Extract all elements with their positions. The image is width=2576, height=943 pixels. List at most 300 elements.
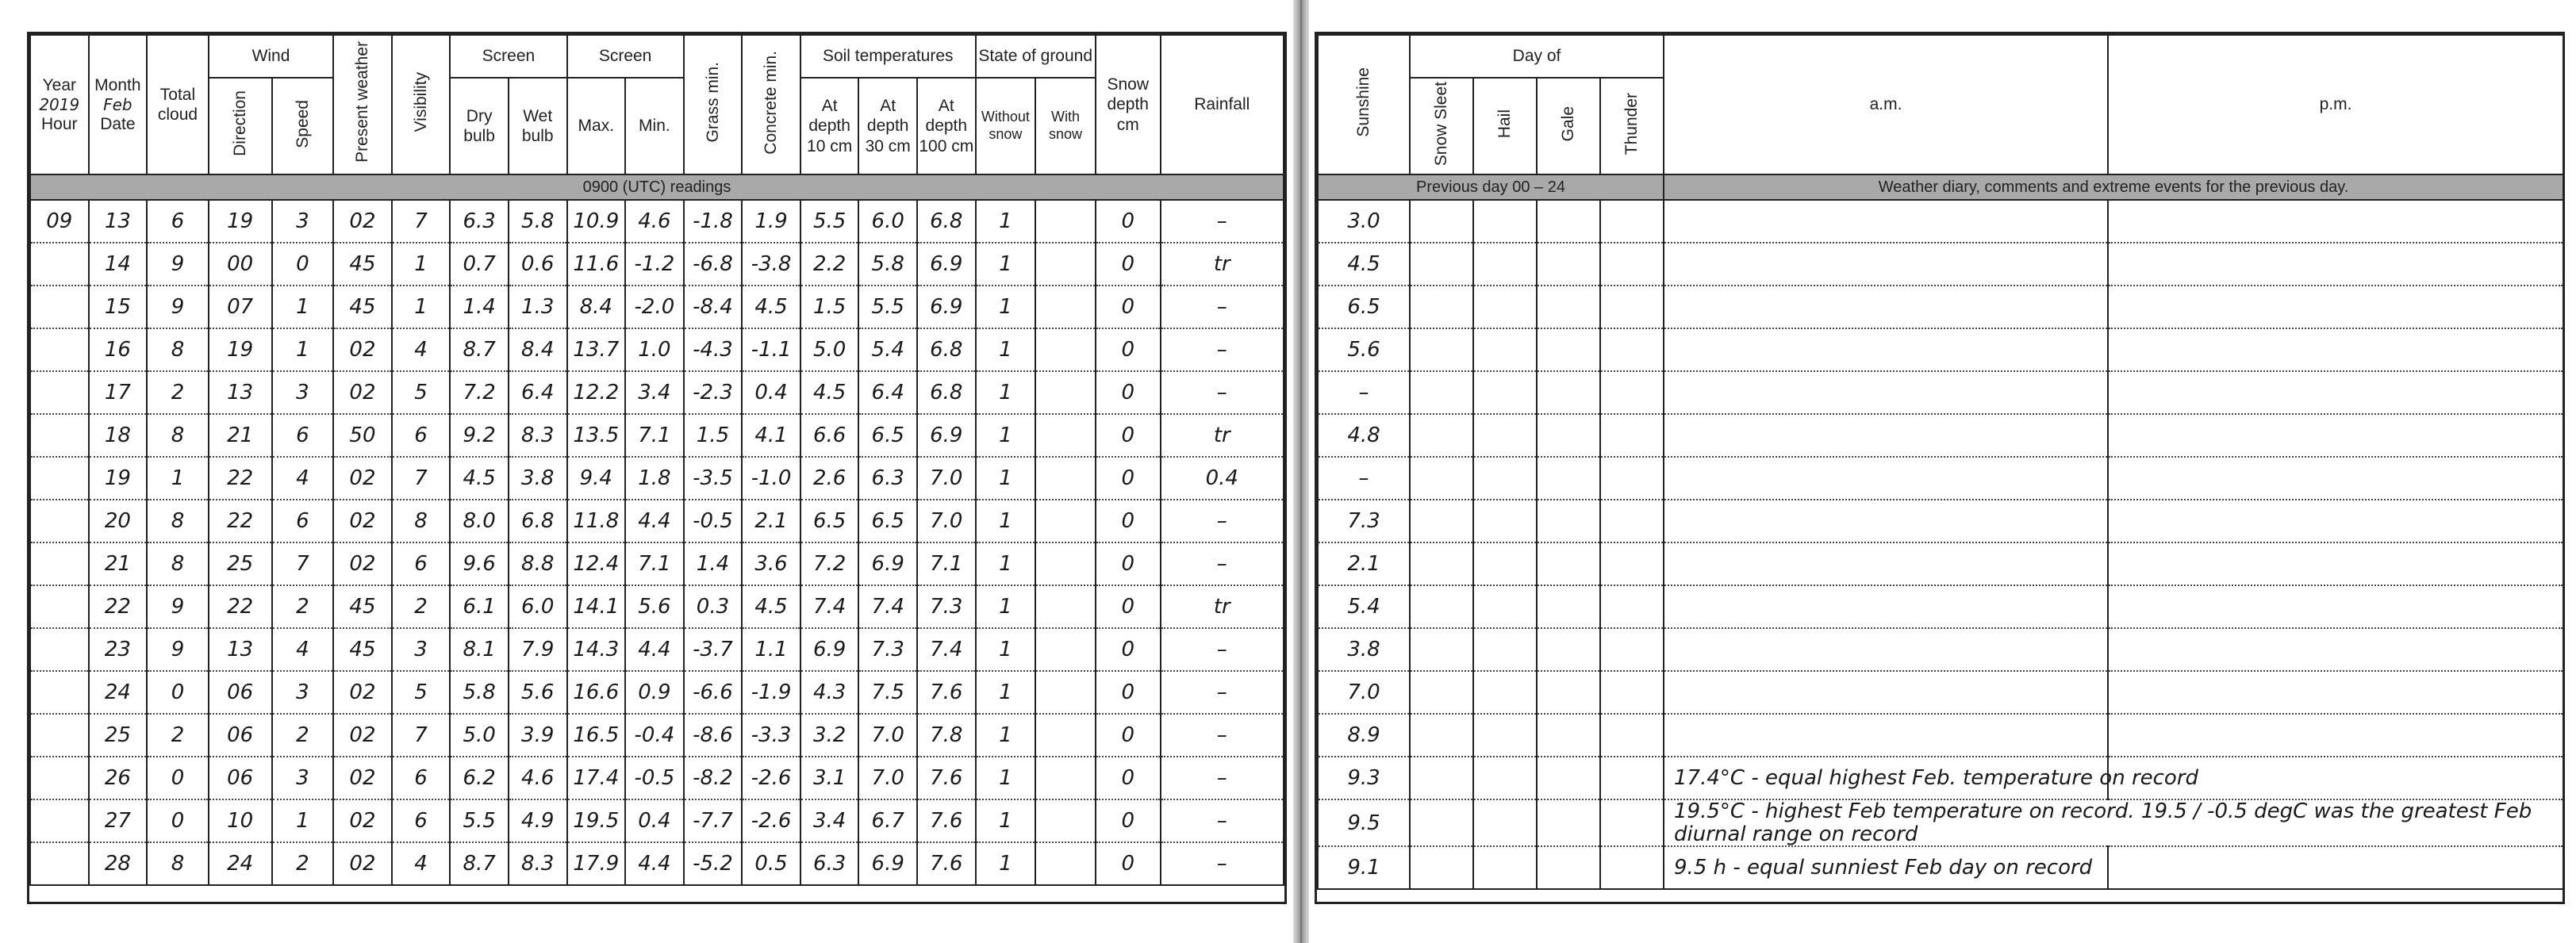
screen-maxmin-header: Screen bbox=[567, 35, 684, 78]
with-snow-cell bbox=[1035, 328, 1096, 371]
sunshine-cell: 3.0 bbox=[1318, 200, 1410, 243]
max-cell: 16.5 bbox=[567, 714, 626, 757]
wet-bulb-cell: 4.9 bbox=[509, 799, 567, 842]
soil-10cm-cell: 3.4 bbox=[800, 799, 859, 842]
soil-100cm-cell: 7.0 bbox=[917, 500, 976, 542]
visibility-cell: 6 bbox=[392, 799, 451, 842]
min-cell: 1.0 bbox=[625, 328, 684, 371]
pm-comment-cell bbox=[2108, 542, 2563, 585]
table-row bbox=[30, 799, 1284, 842]
table-row bbox=[30, 842, 1284, 885]
snow-sleet-cell bbox=[1410, 757, 1473, 799]
with-snow-cell bbox=[1035, 414, 1096, 457]
date-cell: 19 bbox=[89, 457, 148, 500]
cloud-cell: 9 bbox=[147, 286, 209, 328]
readings-page bbox=[27, 32, 1287, 904]
thunder-cell bbox=[1600, 457, 1664, 500]
soil-30cm-cell: 7.4 bbox=[858, 585, 917, 628]
grass-min-cell: -6.6 bbox=[684, 671, 743, 714]
soil-10cm-cell: 4.3 bbox=[800, 671, 859, 714]
soil-30cm-cell: 5.8 bbox=[858, 243, 917, 286]
visibility-cell: 7 bbox=[392, 200, 451, 243]
hour-cell bbox=[30, 371, 89, 414]
grass-min-cell: -5.2 bbox=[684, 842, 743, 885]
wet-bulb-cell: 7.9 bbox=[509, 628, 567, 671]
am-comment-cell bbox=[1664, 328, 2108, 371]
concrete-min-cell: 0.5 bbox=[742, 842, 800, 885]
wet-bulb-cell: 3.8 bbox=[509, 457, 567, 500]
gale-cell bbox=[1537, 457, 1600, 500]
table-row bbox=[30, 328, 1284, 371]
min-cell: 4.4 bbox=[625, 628, 684, 671]
diary-table bbox=[1317, 34, 2564, 890]
visibility-cell: 6 bbox=[392, 414, 451, 457]
visibility-cell: 6 bbox=[392, 757, 451, 799]
table-row bbox=[30, 714, 1284, 757]
thunder-cell bbox=[1600, 500, 1664, 542]
table-row bbox=[30, 500, 1284, 542]
soil-30cm-cell: 6.4 bbox=[858, 371, 917, 414]
with-snow-cell bbox=[1035, 714, 1096, 757]
gale-cell bbox=[1537, 846, 1600, 889]
wind-direction-header: Direction bbox=[209, 78, 272, 174]
present-weather-cell: 02 bbox=[333, 500, 392, 542]
gale-cell bbox=[1537, 542, 1600, 585]
wind-direction-cell: 13 bbox=[209, 371, 272, 414]
sunshine-cell: 9.1 bbox=[1318, 846, 1410, 889]
soil-10cm-cell: 3.1 bbox=[800, 757, 859, 799]
table-row bbox=[1318, 286, 2563, 328]
present-weather-cell: 45 bbox=[333, 286, 392, 328]
date-cell: 17 bbox=[89, 371, 148, 414]
hour-cell bbox=[30, 757, 89, 799]
previous-day-band: Previous day 00 – 24 bbox=[1318, 174, 1664, 200]
am-comment-cell bbox=[1664, 714, 2108, 757]
wet-bulb-cell: 8.3 bbox=[509, 414, 567, 457]
gale-cell bbox=[1537, 243, 1600, 286]
rainfall-header: Rainfall bbox=[1161, 35, 1284, 174]
table-row bbox=[30, 585, 1284, 628]
am-comment-cell bbox=[1664, 671, 2108, 714]
wind-speed-cell: 2 bbox=[272, 842, 334, 885]
date-cell: 28 bbox=[89, 842, 148, 885]
wind-direction-cell: 19 bbox=[209, 200, 272, 243]
concrete-min-cell: 0.4 bbox=[742, 371, 800, 414]
sunshine-cell: 9.3 bbox=[1318, 757, 1410, 799]
hail-cell bbox=[1473, 371, 1537, 414]
thunder-cell bbox=[1600, 414, 1664, 457]
sunshine-cell: 2.1 bbox=[1318, 542, 1410, 585]
wind-direction-cell: 22 bbox=[209, 457, 272, 500]
concrete-min-cell: -3.8 bbox=[742, 243, 800, 286]
snow-sleet-cell bbox=[1410, 628, 1473, 671]
with-snow-cell bbox=[1035, 799, 1096, 842]
gale-cell bbox=[1537, 200, 1600, 243]
snow-sleet-cell bbox=[1410, 243, 1473, 286]
present-weather-cell: 02 bbox=[333, 714, 392, 757]
soil-100cm-cell: 7.6 bbox=[917, 799, 976, 842]
with-snow-cell bbox=[1035, 757, 1096, 799]
soil-30cm-cell: 7.5 bbox=[858, 671, 917, 714]
snow-depth-cell: 0 bbox=[1096, 671, 1161, 714]
max-cell: 13.5 bbox=[567, 414, 626, 457]
hail-cell bbox=[1473, 757, 1537, 799]
min-cell: 1.8 bbox=[625, 457, 684, 500]
present-weather-cell: 02 bbox=[333, 671, 392, 714]
wind-speed-cell: 1 bbox=[272, 286, 334, 328]
wind-speed-cell: 1 bbox=[272, 328, 334, 371]
rainfall-cell: tr bbox=[1161, 414, 1284, 457]
present-weather-cell: 02 bbox=[333, 799, 392, 842]
table-row bbox=[30, 286, 1284, 328]
wind-speed-cell: 2 bbox=[272, 585, 334, 628]
concrete-min-cell: 4.1 bbox=[742, 414, 800, 457]
wind-speed-cell: 2 bbox=[272, 714, 334, 757]
cloud-cell: 8 bbox=[147, 500, 209, 542]
soil-30cm-cell: 7.0 bbox=[858, 757, 917, 799]
diary-body bbox=[1318, 200, 2563, 889]
am-comment-cell bbox=[1664, 200, 2108, 243]
thunder-cell bbox=[1600, 328, 1664, 371]
gale-header: Gale bbox=[1537, 78, 1600, 174]
wet-bulb-cell: 8.4 bbox=[509, 328, 567, 371]
hail-cell bbox=[1473, 414, 1537, 457]
rainfall-cell: – bbox=[1161, 757, 1284, 799]
cloud-cell: 9 bbox=[147, 243, 209, 286]
with-snow-cell bbox=[1035, 457, 1096, 500]
visibility-cell: 5 bbox=[392, 671, 451, 714]
wet-bulb-cell: 1.3 bbox=[509, 286, 567, 328]
grass-min-cell: -4.3 bbox=[684, 328, 743, 371]
wind-speed-cell: 6 bbox=[272, 414, 334, 457]
hour-cell bbox=[30, 671, 89, 714]
soil-100cm-cell: 7.3 bbox=[917, 585, 976, 628]
without-snow-cell: 1 bbox=[976, 500, 1036, 542]
dry-bulb-cell: 9.6 bbox=[450, 542, 509, 585]
rainfall-cell: tr bbox=[1161, 243, 1284, 286]
pm-comment-cell bbox=[2108, 846, 2563, 889]
grass-min-cell: -3.5 bbox=[684, 457, 743, 500]
table-row bbox=[1318, 328, 2563, 371]
date-cell: 16 bbox=[89, 328, 148, 371]
wind-speed-cell: 3 bbox=[272, 671, 334, 714]
cloud-cell: 6 bbox=[147, 200, 209, 243]
sunshine-cell: 7.3 bbox=[1318, 500, 1410, 542]
wind-direction-cell: 13 bbox=[209, 628, 272, 671]
with-snow-cell bbox=[1035, 628, 1096, 671]
hail-cell bbox=[1473, 846, 1537, 889]
soil-temperatures-header: Soil temperatures bbox=[800, 35, 976, 78]
table-row bbox=[1318, 846, 2563, 889]
date-cell: 24 bbox=[89, 671, 148, 714]
min-header: Min. bbox=[625, 78, 684, 174]
page-binding bbox=[1293, 0, 1309, 943]
grass-min-cell: -8.4 bbox=[684, 286, 743, 328]
max-cell: 19.5 bbox=[567, 799, 626, 842]
day-of-header: Day of bbox=[1410, 35, 1664, 78]
wind-speed-cell: 3 bbox=[272, 757, 334, 799]
soil-10cm-cell: 2.6 bbox=[800, 457, 859, 500]
rainfall-cell: – bbox=[1161, 628, 1284, 671]
wet-bulb-cell: 5.8 bbox=[509, 200, 567, 243]
min-cell: 4.4 bbox=[625, 842, 684, 885]
cloud-cell: 8 bbox=[147, 328, 209, 371]
wet-bulb-cell: 6.8 bbox=[509, 500, 567, 542]
am-comment-cell bbox=[1664, 585, 2108, 628]
wind-header: Wind bbox=[209, 35, 333, 78]
visibility-cell: 4 bbox=[392, 842, 451, 885]
snow-sleet-cell bbox=[1410, 500, 1473, 542]
year-hour-header: Year 2019 Hour bbox=[30, 35, 89, 174]
table-row bbox=[30, 757, 1284, 799]
pm-comment-cell bbox=[2108, 243, 2563, 286]
min-cell: 3.4 bbox=[625, 371, 684, 414]
soil-10cm-cell: 6.3 bbox=[800, 842, 859, 885]
wind-direction-cell: 10 bbox=[209, 799, 272, 842]
wind-speed-header: Speed bbox=[272, 78, 334, 174]
hour-cell bbox=[30, 799, 89, 842]
concrete-min-cell: 3.6 bbox=[742, 542, 800, 585]
soil-30cm-cell: 7.3 bbox=[858, 628, 917, 671]
min-cell: 5.6 bbox=[625, 585, 684, 628]
min-cell: 7.1 bbox=[625, 414, 684, 457]
concrete-min-header: Concrete min. bbox=[742, 35, 800, 174]
am-comment-cell bbox=[1664, 371, 2108, 414]
snow-depth-cell: 0 bbox=[1096, 371, 1161, 414]
wind-speed-cell: 6 bbox=[272, 500, 334, 542]
date-cell: 18 bbox=[89, 414, 148, 457]
am-header: a.m. bbox=[1664, 35, 2108, 174]
hour-cell bbox=[30, 842, 89, 885]
thunder-cell bbox=[1600, 799, 1664, 846]
soil-30cm-cell: 5.4 bbox=[858, 328, 917, 371]
am-comment-cell bbox=[1664, 243, 2108, 286]
snow-depth-cell: 0 bbox=[1096, 414, 1161, 457]
snow-depth-cell: 0 bbox=[1096, 286, 1161, 328]
date-cell: 23 bbox=[89, 628, 148, 671]
min-cell: -0.4 bbox=[625, 714, 684, 757]
without-snow-cell: 1 bbox=[976, 799, 1036, 842]
hail-cell bbox=[1473, 585, 1537, 628]
hour-cell bbox=[30, 500, 89, 542]
wind-direction-cell: 06 bbox=[209, 757, 272, 799]
soil-10cm-cell: 7.2 bbox=[800, 542, 859, 585]
grass-min-cell: -7.7 bbox=[684, 799, 743, 842]
soil-30cm-cell: 6.9 bbox=[858, 542, 917, 585]
thunder-cell bbox=[1600, 714, 1664, 757]
sunshine-cell: 7.0 bbox=[1318, 671, 1410, 714]
hail-cell bbox=[1473, 286, 1537, 328]
table-row bbox=[1318, 371, 2563, 414]
date-cell: 25 bbox=[89, 714, 148, 757]
table-row bbox=[1318, 542, 2563, 585]
am-comment-cell bbox=[1664, 457, 2108, 500]
present-weather-cell: 02 bbox=[333, 757, 392, 799]
without-snow-cell: 1 bbox=[976, 842, 1036, 885]
soil-30cm-cell: 6.5 bbox=[858, 414, 917, 457]
grass-min-cell: -2.3 bbox=[684, 371, 743, 414]
soil-10cm-header: At depth 10 cm bbox=[800, 78, 859, 174]
visibility-cell: 7 bbox=[392, 714, 451, 757]
dry-bulb-cell: 6.2 bbox=[450, 757, 509, 799]
hour-cell bbox=[30, 414, 89, 457]
snow-sleet-cell bbox=[1410, 714, 1473, 757]
pm-comment-cell bbox=[2108, 414, 2563, 457]
without-snow-cell: 1 bbox=[976, 286, 1036, 328]
gale-cell bbox=[1537, 585, 1600, 628]
table-row bbox=[30, 671, 1284, 714]
sunshine-cell: – bbox=[1318, 457, 1410, 500]
grass-min-cell: -6.8 bbox=[684, 243, 743, 286]
hail-cell bbox=[1473, 200, 1537, 243]
sunshine-cell: 8.9 bbox=[1318, 714, 1410, 757]
snow-depth-cell: 0 bbox=[1096, 457, 1161, 500]
snow-sleet-cell bbox=[1410, 542, 1473, 585]
max-cell: 12.4 bbox=[567, 542, 626, 585]
am-comment-cell: 17.4°C - equal highest Feb. temperature on record bbox=[1664, 757, 2108, 799]
soil-100cm-cell: 6.9 bbox=[917, 286, 976, 328]
with-snow-cell bbox=[1035, 585, 1096, 628]
rainfall-cell: – bbox=[1161, 842, 1284, 885]
soil-30cm-cell: 6.7 bbox=[858, 799, 917, 842]
visibility-cell: 3 bbox=[392, 628, 451, 671]
without-snow-cell: 1 bbox=[976, 671, 1036, 714]
sunshine-cell: 3.8 bbox=[1318, 628, 1410, 671]
soil-30cm-cell: 5.5 bbox=[858, 286, 917, 328]
visibility-cell: 8 bbox=[392, 500, 451, 542]
cloud-cell: 1 bbox=[147, 457, 209, 500]
concrete-min-cell: -2.6 bbox=[742, 757, 800, 799]
dry-bulb-cell: 8.7 bbox=[450, 328, 509, 371]
rainfall-cell: tr bbox=[1161, 585, 1284, 628]
wind-direction-cell: 06 bbox=[209, 671, 272, 714]
date-cell: 14 bbox=[89, 243, 148, 286]
concrete-min-cell: 4.5 bbox=[742, 286, 800, 328]
soil-10cm-cell: 1.5 bbox=[800, 286, 859, 328]
table-row bbox=[1318, 200, 2563, 243]
table-row bbox=[1318, 457, 2563, 500]
cloud-cell: 0 bbox=[147, 671, 209, 714]
min-cell: 0.4 bbox=[625, 799, 684, 842]
hail-cell bbox=[1473, 542, 1537, 585]
grass-min-cell: 1.4 bbox=[684, 542, 743, 585]
thunder-cell bbox=[1600, 243, 1664, 286]
soil-100cm-cell: 6.8 bbox=[917, 200, 976, 243]
rainfall-cell: – bbox=[1161, 286, 1284, 328]
present-weather-cell: 50 bbox=[333, 414, 392, 457]
diary-page bbox=[1315, 32, 2565, 904]
without-snow-cell: 1 bbox=[976, 243, 1036, 286]
soil-100cm-cell: 6.9 bbox=[917, 414, 976, 457]
sunshine-cell: 6.5 bbox=[1318, 286, 1410, 328]
gale-cell bbox=[1537, 671, 1600, 714]
soil-100cm-header: At depth 100 cm bbox=[917, 78, 976, 174]
month-date-header: Month Feb Date bbox=[89, 35, 148, 174]
hail-cell bbox=[1473, 714, 1537, 757]
date-cell: 20 bbox=[89, 500, 148, 542]
soil-100cm-cell: 7.0 bbox=[917, 457, 976, 500]
present-weather-cell: 45 bbox=[333, 243, 392, 286]
wet-bulb-cell: 5.6 bbox=[509, 671, 567, 714]
grass-min-cell: -8.6 bbox=[684, 714, 743, 757]
soil-10cm-cell: 6.5 bbox=[800, 500, 859, 542]
without-snow-cell: 1 bbox=[976, 457, 1036, 500]
visibility-header: Visibility bbox=[392, 35, 451, 174]
grass-min-cell: -8.2 bbox=[684, 757, 743, 799]
soil-100cm-cell: 7.6 bbox=[917, 842, 976, 885]
table-row bbox=[30, 542, 1284, 585]
cloud-cell: 8 bbox=[147, 542, 209, 585]
cloud-cell: 2 bbox=[147, 714, 209, 757]
concrete-min-cell: -1.9 bbox=[742, 671, 800, 714]
visibility-cell: 1 bbox=[392, 286, 451, 328]
snow-depth-cell: 0 bbox=[1096, 542, 1161, 585]
concrete-min-cell: 1.9 bbox=[742, 200, 800, 243]
soil-10cm-cell: 5.5 bbox=[800, 200, 859, 243]
dry-bulb-cell: 5.8 bbox=[450, 671, 509, 714]
pm-comment-cell bbox=[2108, 585, 2563, 628]
am-comment-cell: 19.5°C - highest Feb temperature on record. 19.5 / -0.5 degC was the greatest Feb diurnal range on record bbox=[1664, 799, 2563, 846]
soil-100cm-cell: 6.8 bbox=[917, 371, 976, 414]
with-snow-cell bbox=[1035, 500, 1096, 542]
concrete-min-cell: -2.6 bbox=[742, 799, 800, 842]
max-header: Max. bbox=[567, 78, 626, 174]
hail-cell bbox=[1473, 328, 1537, 371]
without-snow-cell: 1 bbox=[976, 542, 1036, 585]
dry-bulb-cell: 6.1 bbox=[450, 585, 509, 628]
dry-bulb-cell: 5.5 bbox=[450, 799, 509, 842]
with-snow-cell bbox=[1035, 542, 1096, 585]
cloud-cell: 8 bbox=[147, 842, 209, 885]
snow-sleet-cell bbox=[1410, 846, 1473, 889]
table-row bbox=[1318, 671, 2563, 714]
hour-cell bbox=[30, 328, 89, 371]
hail-cell bbox=[1473, 457, 1537, 500]
thunder-header: Thunder bbox=[1600, 78, 1664, 174]
dry-bulb-cell: 6.3 bbox=[450, 200, 509, 243]
soil-100cm-cell: 7.6 bbox=[917, 671, 976, 714]
soil-100cm-cell: 7.1 bbox=[917, 542, 976, 585]
dry-bulb-cell: 8.1 bbox=[450, 628, 509, 671]
wet-bulb-cell: 3.9 bbox=[509, 714, 567, 757]
table-row bbox=[30, 200, 1284, 243]
snow-sleet-cell bbox=[1410, 671, 1473, 714]
readings-table bbox=[29, 34, 1284, 886]
wind-direction-cell: 06 bbox=[209, 714, 272, 757]
soil-30cm-header: At depth 30 cm bbox=[858, 78, 917, 174]
soil-100cm-cell: 7.8 bbox=[917, 714, 976, 757]
max-cell: 9.4 bbox=[567, 457, 626, 500]
soil-10cm-cell: 3.2 bbox=[800, 714, 859, 757]
grass-min-cell: 1.5 bbox=[684, 414, 743, 457]
hail-cell bbox=[1473, 243, 1537, 286]
pm-comment-cell bbox=[2108, 371, 2563, 414]
concrete-min-cell: -1.0 bbox=[742, 457, 800, 500]
grass-min-cell: -1.8 bbox=[684, 200, 743, 243]
soil-30cm-cell: 7.0 bbox=[858, 714, 917, 757]
date-cell: 27 bbox=[89, 799, 148, 842]
pm-comment-cell bbox=[2108, 714, 2563, 757]
pm-header: p.m. bbox=[2108, 35, 2563, 174]
sunshine-cell: – bbox=[1318, 371, 1410, 414]
without-snow-cell: 1 bbox=[976, 371, 1036, 414]
cloud-cell: 9 bbox=[147, 628, 209, 671]
max-cell: 14.1 bbox=[567, 585, 626, 628]
cloud-cell: 0 bbox=[147, 757, 209, 799]
am-comment-cell bbox=[1664, 542, 2108, 585]
table-row bbox=[1318, 757, 2563, 799]
table-row bbox=[30, 414, 1284, 457]
